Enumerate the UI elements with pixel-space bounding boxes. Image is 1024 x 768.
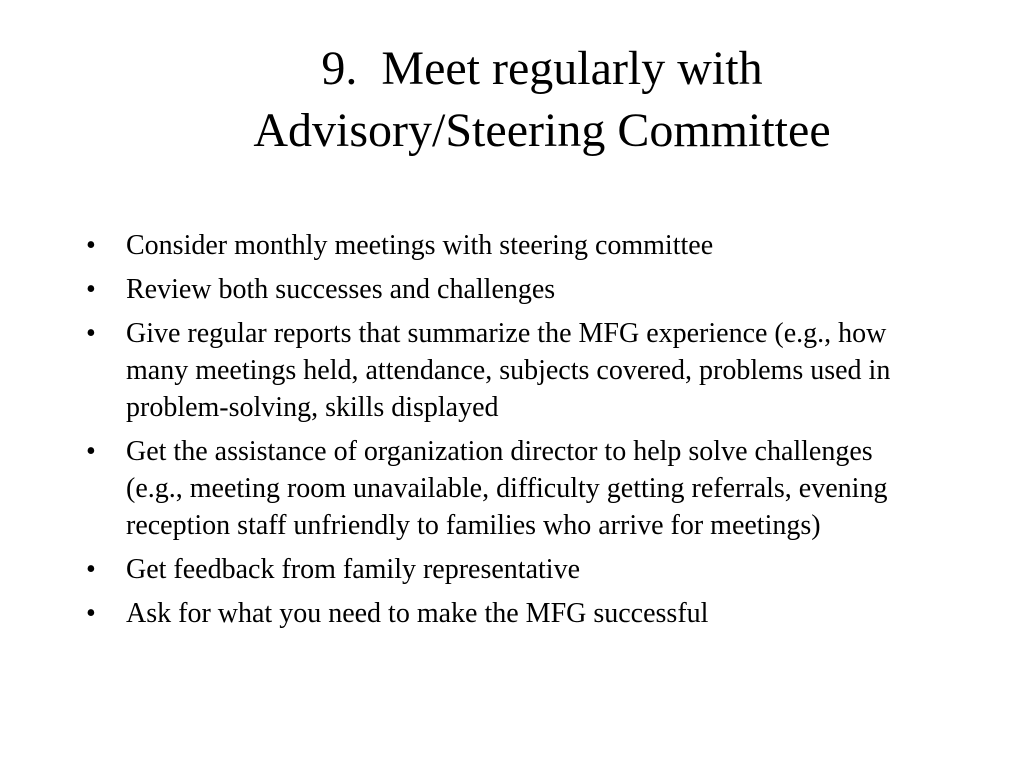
bullet-item	[86, 271, 926, 308]
bullet-icon: •	[86, 274, 96, 305]
bullet-text: Get the assistance of organization director to help solve challenges (e.g., meeting room unavailable, difficulty getting referrals, evening reception staff unfriendly to families who arrive for meetings)	[126, 436, 888, 541]
bullet-item	[86, 315, 926, 426]
bullet-text: Consider monthly meetings with steering committee	[126, 230, 714, 261]
slide-title-line-1: 9. Meet regularly with	[321, 42, 763, 95]
bullet-text: Get feedback from family representative	[126, 554, 581, 585]
bullet-icon: •	[86, 554, 96, 585]
bullet-item	[86, 433, 926, 544]
bullet-icon: •	[86, 230, 96, 261]
bullet-list	[86, 227, 926, 639]
bullet-item	[86, 551, 926, 588]
bullet-icon: •	[86, 436, 96, 467]
bullet-icon: •	[86, 318, 96, 349]
bullet-item	[86, 227, 926, 264]
bullet-item	[86, 595, 926, 632]
bullet-text: Give regular reports that summarize the MFG experience (e.g., how many meetings held, attendance, subjects covered, problems used in problem-solving, skills displayed	[126, 318, 891, 423]
bullet-text: Ask for what you need to make the MFG successful	[126, 598, 709, 629]
bullet-icon: •	[86, 598, 96, 629]
slide-title	[0, 38, 1024, 162]
slide-title-line-2: Advisory/Steering Committee	[253, 104, 831, 157]
bullet-text: Review both successes and challenges	[126, 274, 556, 305]
